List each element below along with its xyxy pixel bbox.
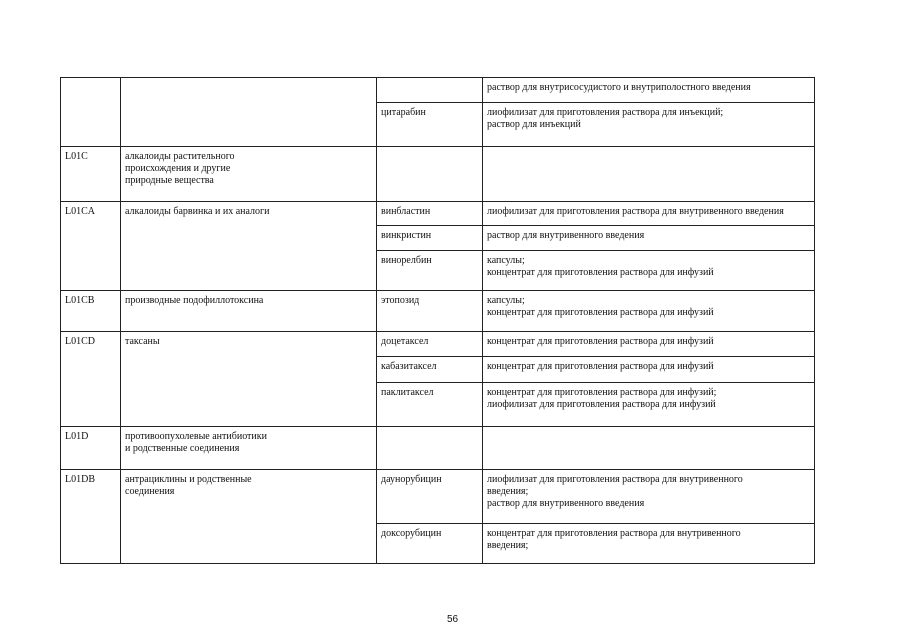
page-number: 56 — [446, 614, 459, 625]
group-name-cell: производные подофиллотоксина — [121, 291, 377, 332]
drug-name-cell: паклитаксел — [377, 383, 483, 427]
group-name-cell — [121, 78, 377, 147]
group-name-cell: антрациклины и родственные соединения — [121, 470, 377, 564]
dosage-form-cell: раствор для внутривенного введения — [483, 226, 815, 251]
drug-name-cell: кабазитаксел — [377, 357, 483, 383]
dosage-form-cell: концентрат для приготовления раствора для инфузий — [483, 357, 815, 383]
dosage-form-cell: раствор для внутрисосудистого и внутриполостного введения — [483, 78, 815, 103]
dosage-form-cell — [483, 427, 815, 470]
dosage-form-cell: капсулы; концентрат для приготовления раствора для инфузий — [483, 291, 815, 332]
atc-code-cell: L01D — [61, 427, 121, 470]
drug-name-cell: доцетаксел — [377, 332, 483, 357]
drug-name-cell: винкристин — [377, 226, 483, 251]
drug-name-cell — [377, 147, 483, 202]
group-name-cell: таксаны — [121, 332, 377, 427]
atc-code-cell: L01CA — [61, 202, 121, 291]
table-row — [61, 78, 815, 103]
drug-name-cell — [377, 427, 483, 470]
drug-name-cell: цитарабин — [377, 103, 483, 147]
table-row — [61, 291, 815, 332]
group-name-cell: противоопухолевые антибиотики и родственные соединения — [121, 427, 377, 470]
group-name-cell: алкалоиды растительного происхождения и другие природные вещества — [121, 147, 377, 202]
atc-code-cell: L01CB — [61, 291, 121, 332]
table-row — [61, 427, 815, 470]
drug-name-cell — [377, 78, 483, 103]
dosage-form-cell — [483, 147, 815, 202]
dosage-form-cell: концентрат для приготовления раствора для инфузий — [483, 332, 815, 357]
table-row — [61, 147, 815, 202]
dosage-form-cell: концентрат для приготовления раствора для внутривенного введения; — [483, 524, 815, 564]
drug-name-cell: даунорубицин — [377, 470, 483, 524]
group-name-cell: алкалоиды барвинка и их аналоги — [121, 202, 377, 291]
table-row — [61, 202, 815, 226]
dosage-form-cell: концентрат для приготовления раствора для инфузий; лиофилизат для приготовления раствора для инфузий — [483, 383, 815, 427]
dosage-form-cell: лиофилизат для приготовления раствора для инъекций; раствор для инъекций — [483, 103, 815, 147]
drug-name-cell: доксорубицин — [377, 524, 483, 564]
table-row — [61, 332, 815, 357]
drug-name-cell: винорелбин — [377, 251, 483, 291]
dosage-form-cell: лиофилизат для приготовления раствора для внутривенного введения — [483, 202, 815, 226]
drug-name-cell: этопозид — [377, 291, 483, 332]
dosage-form-cell: лиофилизат для приготовления раствора для внутривенного введения; раствор для внутривенного введения — [483, 470, 815, 524]
dosage-form-cell: капсулы; концентрат для приготовления раствора для инфузий — [483, 251, 815, 291]
atc-code-cell: L01C — [61, 147, 121, 202]
atc-code-cell: L01CD — [61, 332, 121, 427]
atc-code-cell: L01DB — [61, 470, 121, 564]
table-row — [61, 470, 815, 524]
drug-name-cell: винбластин — [377, 202, 483, 226]
atc-code-cell — [61, 78, 121, 147]
drug-classification-table — [60, 77, 815, 564]
